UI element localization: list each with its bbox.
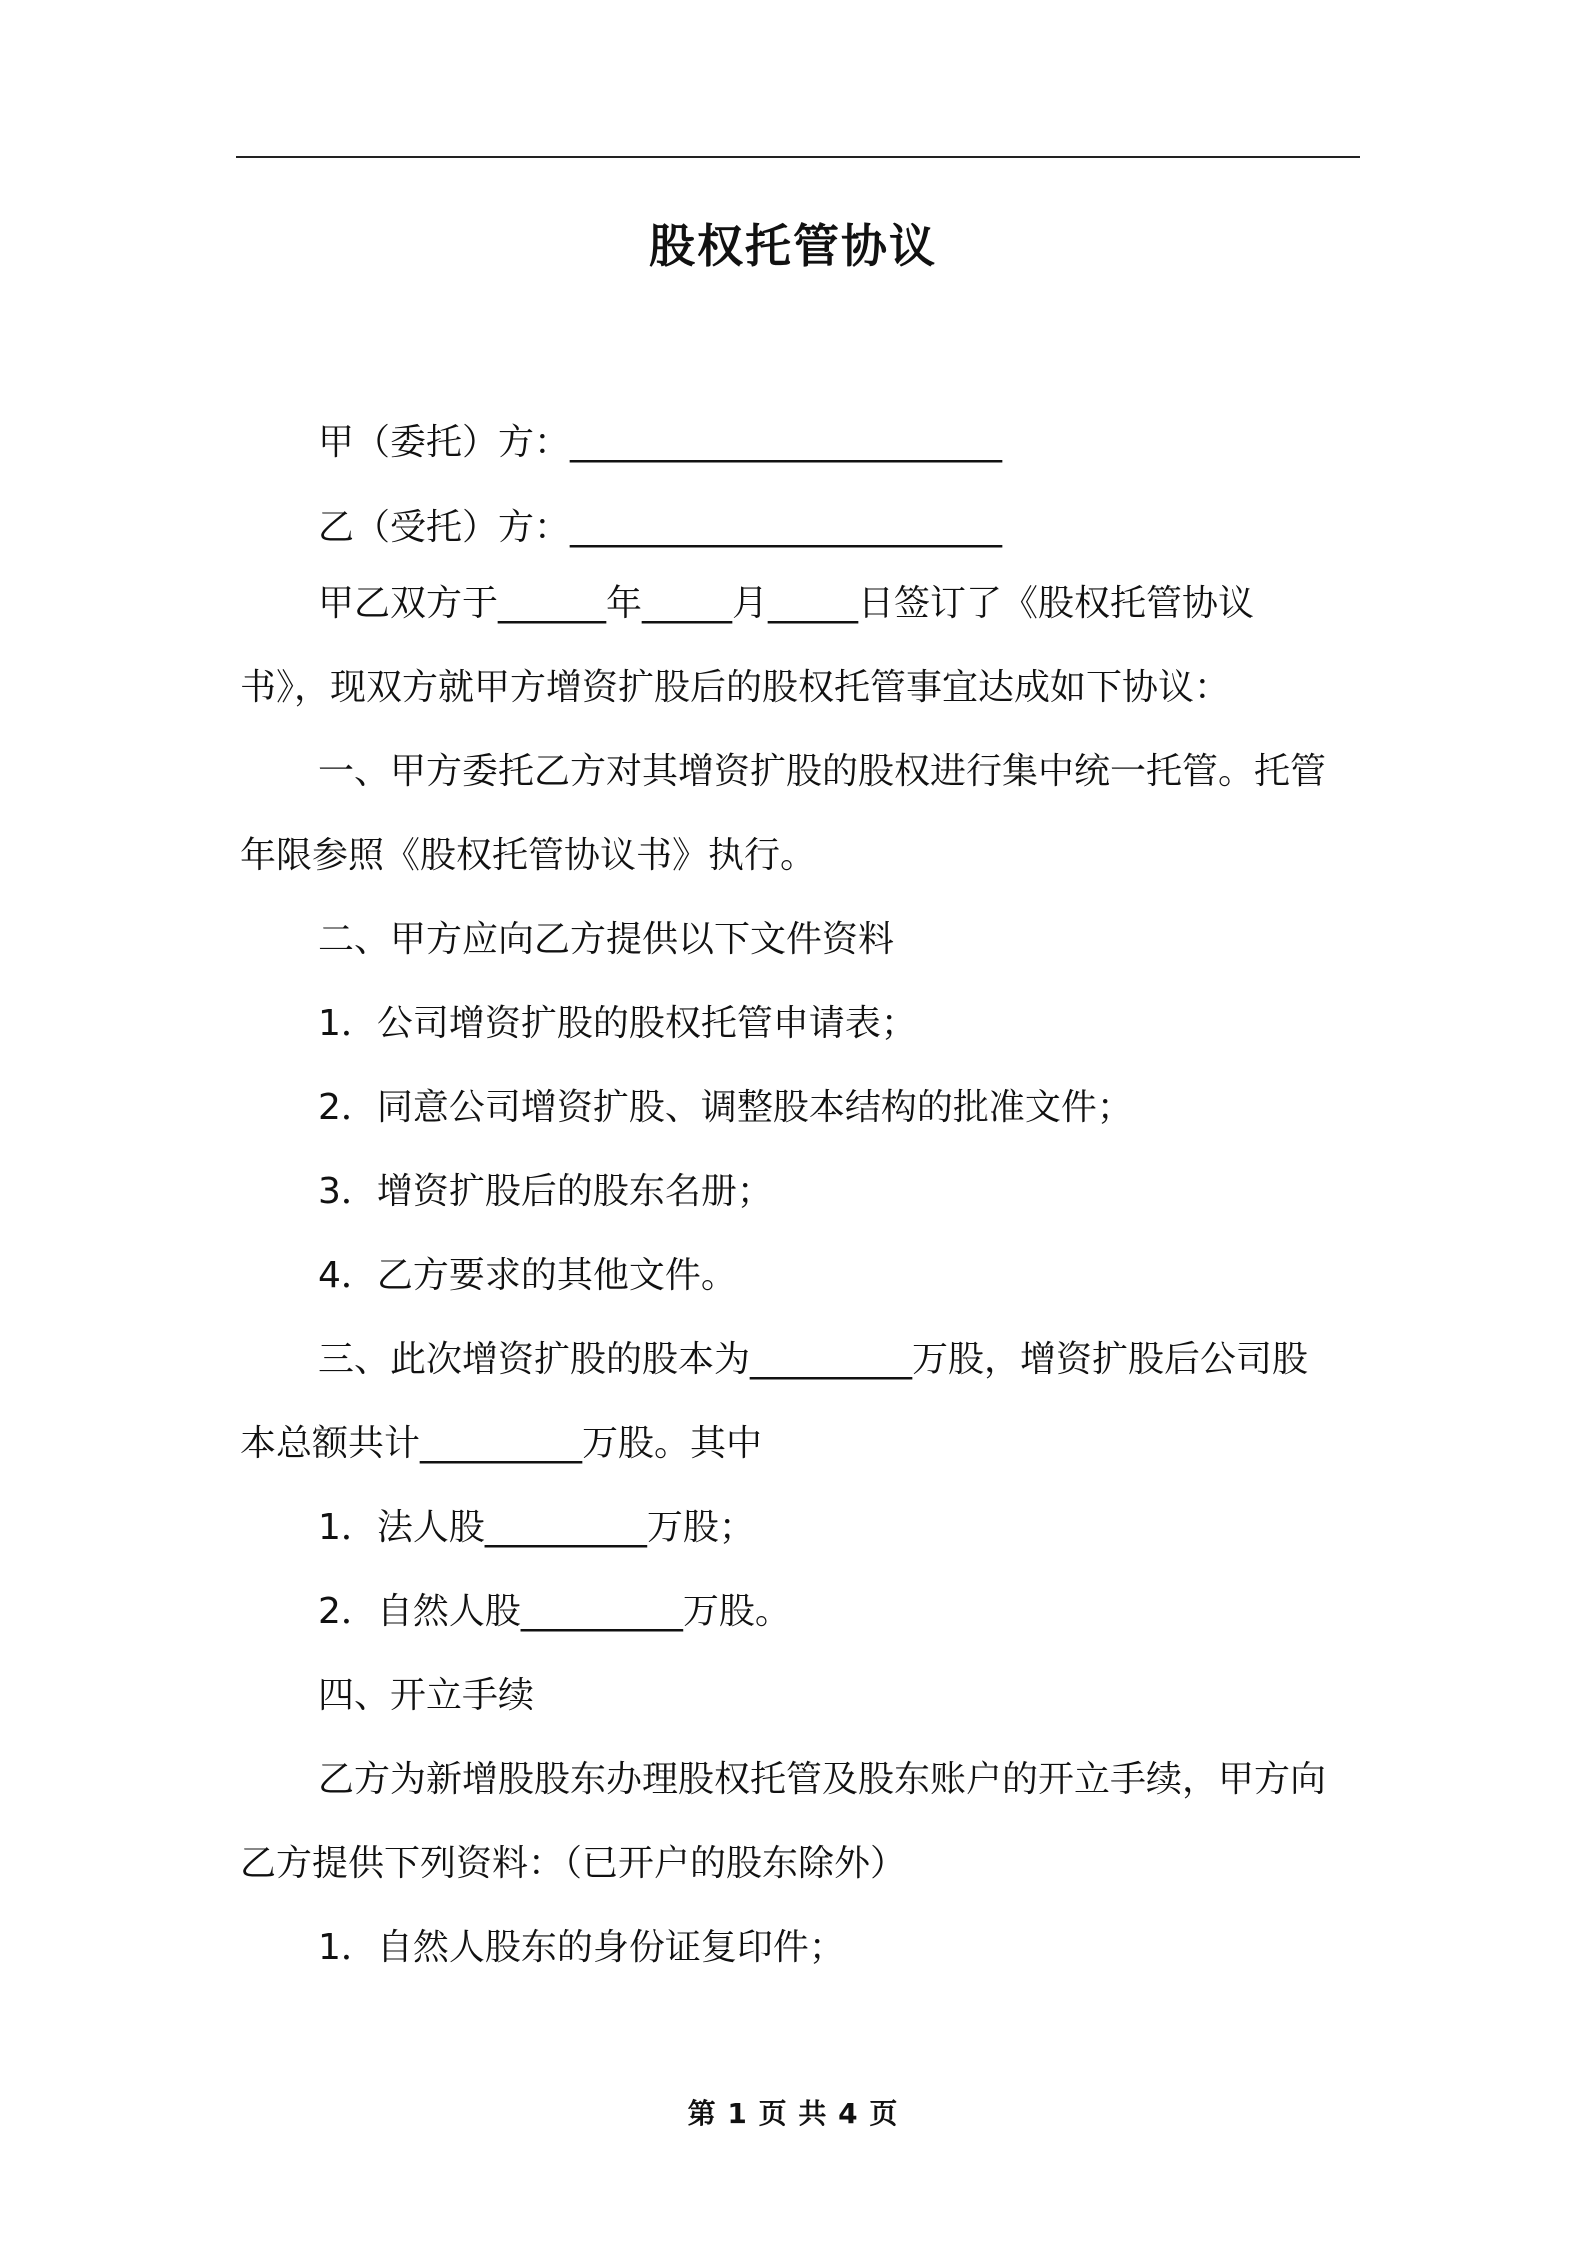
section-3-item-2: 2．自然人股_________万股。 (318, 1591, 791, 1632)
section-1-line-2: 年限参照《股权托管协议书》执行。 (240, 835, 817, 876)
party-b-line: 乙（受托）方：________________________ (318, 507, 1003, 548)
section-2-heading: 二、甲方应向乙方提供以下文件资料 (318, 919, 895, 960)
section-2-item-4: 4．乙方要求的其他文件。 (318, 1255, 737, 1296)
section-2-item-2: 2．同意公司增资扩股、调整股本结构的批准文件； (318, 1087, 1133, 1128)
section-4-line-1: 乙方为新增股股东办理股权托管及股东账户的开立手续，甲方向 (318, 1759, 1327, 1800)
section-3-item-1: 1．法人股_________万股； (318, 1507, 755, 1548)
intro-line-2: 书》，现双方就甲方增资扩股后的股权托管事宜达成如下协议： (240, 667, 1231, 708)
section-3-line-2: 本总额共计_________万股。其中 (240, 1423, 763, 1464)
section-4-heading: 四、开立手续 (318, 1675, 535, 1716)
page-number: 第 1 页 共 4 页 (687, 2097, 899, 2130)
section-2-item-3: 3．增资扩股后的股东名册； (318, 1171, 773, 1212)
section-3-line-1: 三、此次增资扩股的股本为_________万股，增资扩股后公司股 (318, 1339, 1309, 1380)
header-rule (236, 156, 1360, 158)
document-title: 股权托管协议 (649, 219, 937, 273)
section-2-item-1: 1．公司增资扩股的股权托管申请表； (318, 1003, 917, 1044)
party-a-line: 甲（委托）方：________________________ (318, 422, 1003, 463)
section-4-line-2: 乙方提供下列资料：（已开户的股东除外） (240, 1843, 907, 1884)
section-1-line-1: 一、甲方委托乙方对其增资扩股的股权进行集中统一托管。托管 (318, 751, 1327, 792)
section-4-item-1: 1．自然人股东的身份证复印件； (318, 1927, 845, 1968)
intro-line-1: 甲乙双方于______年_____月_____日签订了《股权托管协议 (318, 583, 1255, 624)
